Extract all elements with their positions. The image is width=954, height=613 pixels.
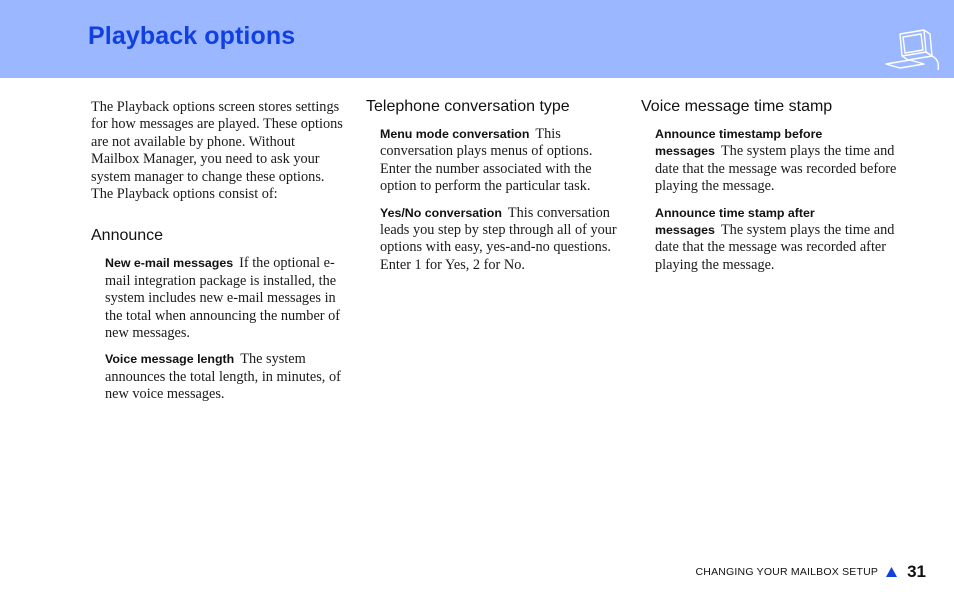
entry-voice-message-length xyxy=(105,351,345,403)
entry-term: Voice message length xyxy=(105,352,235,367)
triangle-icon xyxy=(886,567,897,577)
entry-term: Announce timestamp before messages xyxy=(655,127,823,159)
entry-text: The system announces the total length, in minutes, of new voice messages. xyxy=(105,351,341,403)
entry-menu-mode-conversation xyxy=(380,126,622,196)
column-voice-message-time-stamp xyxy=(641,98,897,274)
section-heading-voice-message-time-stamp: Voice message time stamp xyxy=(641,98,833,115)
entry-term: Menu mode conversation xyxy=(380,127,530,141)
page-footer xyxy=(696,562,927,582)
page-title: Playback options xyxy=(88,22,296,50)
entry-yes-no-conversation xyxy=(380,205,622,275)
entry-timestamp-after xyxy=(655,205,897,275)
footer-section-title: CHANGING YOUR MAILBOX SETUP xyxy=(695,566,879,578)
entry-text: The system plays the time and date that the message was recorded after playing the message. xyxy=(655,222,895,273)
header-banner xyxy=(0,0,954,78)
column-telephone-conversation xyxy=(366,98,622,274)
entry-term: Yes/No conversation xyxy=(380,205,502,220)
computer-icon xyxy=(884,26,942,74)
entry-term: Announce time stamp after messages xyxy=(655,205,815,238)
entry-timestamp-before xyxy=(655,126,897,196)
section-heading-announce: Announce xyxy=(91,227,164,245)
entry-text: This conversation leads you step by step through all of your options with easy, yes-and-no questions. Enter 1 for Yes, 2 for No. xyxy=(380,204,617,273)
entry-text: This conversation plays menus of options. Enter the number associated with the option to perform the particular task. xyxy=(380,126,593,195)
section-heading-telephone-conversation-type: Telephone conversation type xyxy=(366,98,570,115)
entry-text: The system plays the time and date that the message was recorded before playing the message. xyxy=(655,143,897,195)
entry-text: If the optional e-mail integration package is installed, the system includes new e-mail messages in the total when announcing the number of new messages. xyxy=(105,255,341,342)
column-intro-announce xyxy=(91,98,345,404)
entry-new-email-messages xyxy=(105,255,345,342)
page-number: 31 xyxy=(907,562,926,581)
entry-term: New e-mail messages xyxy=(105,256,234,271)
intro-paragraph: The Playback options screen stores settings for how messages are played. These options are not available by phone. Without Mailbox Manager, you need to ask your system manager to change these options. The Playback options consist of: xyxy=(91,99,343,203)
